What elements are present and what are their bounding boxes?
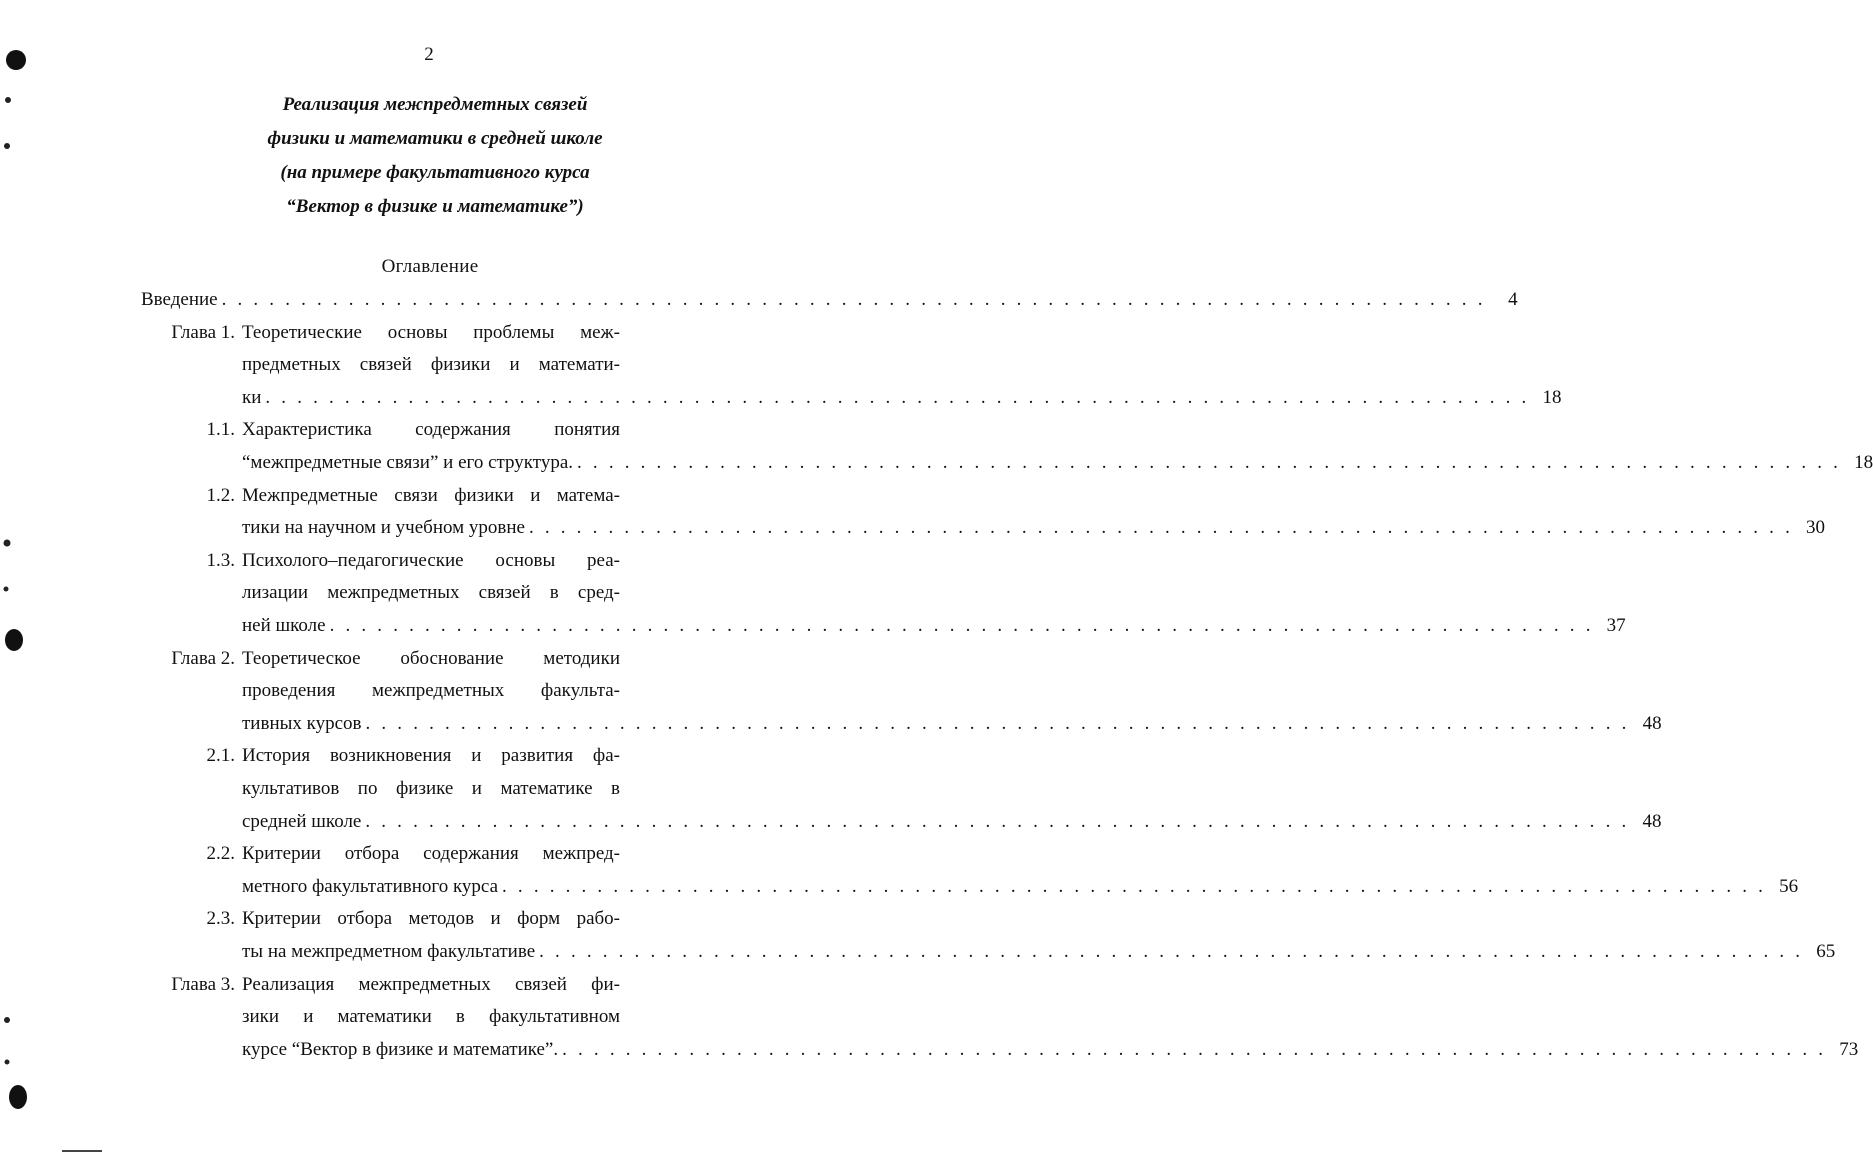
toc-page-number: 30: [1806, 517, 1826, 539]
toc-entry-text-line: курсе “Вектор в физике и математике”.: [242, 1038, 559, 1060]
toc-entry-number: Глава 2.: [171, 647, 235, 669]
toc-entry-number: 1.1.: [206, 419, 235, 441]
toc-entry-leader-line: [242, 936, 1836, 969]
title-line: Реализация межпредметных связей: [282, 94, 588, 115]
toc-entry-text-line: тики на научном и учебном уровне: [242, 517, 525, 539]
toc-entry-text-line: Межпредметные связи физики и матема-: [242, 484, 620, 506]
title-line: (на примере факультативного курса: [280, 162, 590, 183]
toc-entry: [0, 643, 1662, 741]
table-of-contents: [0, 284, 1873, 1066]
toc-entry-text-line: Критерии отбора содержания межпред-: [242, 843, 620, 865]
dot-leader: . . . . . . . . . . . . . . . . . . . . . . . . . . . . . . . . . . . . . . . . . . . . . . . . . . . . . . . . . . . . . . . . . . . . . . . . . . . . . . . .: [528, 517, 1794, 539]
dot-leader: . . . . . . . . . . . . . . . . . . . . . . . . . . . . . . . . . . . . . . . . . . . . . . . . . . . . . . . . . . . . . . . . . . . . . . . . . . . . . . . .: [365, 712, 1630, 734]
toc-entry: [0, 480, 1826, 545]
toc-entry: [0, 903, 1836, 968]
toc-page-number: 48: [1642, 712, 1662, 734]
toc-entry-number: 2.1.: [206, 745, 235, 767]
page-number: 2: [424, 44, 434, 65]
toc-entry-leader-line: [242, 382, 1562, 415]
toc-entry: [0, 414, 1873, 479]
toc-entry-text-line: Теоретические основы проблемы меж-: [242, 321, 620, 343]
toc-page-number: 18: [1854, 451, 1873, 473]
toc-entry-text-line: культативов по физике и математике в: [242, 777, 620, 799]
toc-entry-text-line: ней школе: [242, 614, 326, 636]
toc-entry-number: Глава 3.: [171, 973, 235, 995]
toc-entry-leader-line: [242, 806, 1662, 839]
scan-line: [62, 1150, 102, 1152]
dot-leader: . . . . . . . . . . . . . . . . . . . . . . . . . . . . . . . . . . . . . . . . . . . . . . . . . . . . . . . . . . . . . . . . . . . . . . . . . . . . . . . .: [562, 1038, 1827, 1060]
toc-entry-text-line: Психолого–педагогические основы реа-: [242, 549, 620, 571]
toc-page-number: 4: [1508, 289, 1518, 310]
toc-entry-number: 1.3.: [206, 549, 235, 571]
toc-entry-text-line: История возникновения и развития фа-: [242, 745, 620, 767]
toc-entry-text-line: зики и математики в факультативном: [242, 1006, 620, 1028]
toc-entry-leader-line: [242, 447, 1873, 480]
toc-entry-text-line: Характеристика содержания понятия: [242, 419, 620, 441]
dot-leader: . . . . . . . . . . . . . . . . . . . . . . . . . . . . . . . . . . . . . . . . . . . . . . . . . . . . . . . . . . . . . . . . . . . . . . . . . . . . . . . .: [265, 386, 1530, 408]
toc-entry-leader-line: [242, 1034, 1859, 1067]
toc-entry-text-line: Теоретическое обоснование методики: [242, 647, 620, 669]
document-title: [0, 88, 870, 224]
toc-entry-text-line: средней школе: [242, 810, 362, 832]
toc-entry-number: 2.2.: [206, 843, 235, 865]
toc-entry-text-line: метного факультативного курса: [242, 875, 499, 897]
dot-leader: . . . . . . . . . . . . . . . . . . . . . . . . . . . . . . . . . . . . . . . . . . . . . . . . . . . . . . . . . . . . . . . . . . . . . . . . . . . . . . . .: [329, 614, 1594, 636]
toc-entry-text-line: ты на межпредметном факультативе: [242, 940, 536, 962]
toc-entry-text-line: предметных связей физики и математи-: [242, 354, 620, 376]
toc-entry-text-line: “межпредметные связи” и его структура.: [242, 451, 574, 473]
title-line: физики и математики в средней школе: [267, 128, 603, 149]
toc-entry-leader-line: [141, 284, 1518, 317]
toc-entry-text-line: лизации межпредметных связей в сред-: [242, 582, 620, 604]
toc-heading: Оглавление: [381, 256, 479, 277]
dot-leader: . . . . . . . . . . . . . . . . . . . . . . . . . . . . . . . . . . . . . . . . . . . . . . . . . . . . . . . . . . . . . . . . . . . . . . . . . . . . . . . .: [365, 810, 1630, 832]
toc-entry-number: Глава 1.: [171, 321, 235, 343]
dot-leader: . . . . . . . . . . . . . . . . . . . . . . . . . . . . . . . . . . . . . . . . . . . . . . . . . . . . . . . . . . . . . . . . . . . . . . . . . . . . . . . .: [577, 451, 1842, 473]
toc-entry: [0, 969, 1859, 1067]
toc-entry-number: 1.2.: [206, 484, 235, 506]
toc-page-number: 73: [1839, 1038, 1859, 1060]
toc-entry: [0, 838, 1799, 903]
toc-entry-text-line: Реализация межпредметных связей фи-: [242, 973, 620, 995]
toc-entry-number: Введение: [141, 289, 218, 310]
toc-page-number: 37: [1606, 614, 1626, 636]
dot-leader: . . . . . . . . . . . . . . . . . . . . . . . . . . . . . . . . . . . . . . . . . . . . . . . . . . . . . . . . . . . . . . . . . . . . . . . . . . . . . . . .: [539, 940, 1804, 962]
dot-leader: . . . . . . . . . . . . . . . . . . . . . . . . . . . . . . . . . . . . . . . . . . . . . . . . . . . . . . . . . . . . . . . . . . . . . . . . . . . . . . . .: [221, 289, 1486, 310]
scan-speck: [9, 1085, 27, 1109]
toc-entry: [0, 317, 1562, 415]
toc-entry: [0, 284, 1518, 317]
toc-entry: [0, 740, 1662, 838]
toc-entry-leader-line: [242, 610, 1626, 643]
toc-entry-text-line: ки: [242, 386, 262, 408]
toc-entry-leader-line: [242, 512, 1826, 545]
toc-entry-leader-line: [242, 871, 1799, 904]
dot-leader: . . . . . . . . . . . . . . . . . . . . . . . . . . . . . . . . . . . . . . . . . . . . . . . . . . . . . . . . . . . . . . . . . . . . . . . . . . . . . . . .: [502, 875, 1767, 897]
title-line: “Вектор в физике и математике”): [286, 196, 584, 217]
toc-entry-text-line: Критерии отбора методов и форм рабо-: [242, 908, 620, 930]
toc-page-number: 18: [1542, 386, 1562, 408]
toc-entry-number: 2.3.: [206, 908, 235, 930]
toc-page-number: 48: [1642, 810, 1662, 832]
toc-entry-leader-line: [242, 708, 1662, 741]
toc-entry: [0, 545, 1626, 643]
toc-page-number: 65: [1816, 940, 1836, 962]
toc-page-number: 56: [1779, 875, 1799, 897]
toc-entry-text-line: тивных курсов: [242, 712, 362, 734]
toc-entry-text-line: проведения межпредметных факульта-: [242, 680, 620, 702]
